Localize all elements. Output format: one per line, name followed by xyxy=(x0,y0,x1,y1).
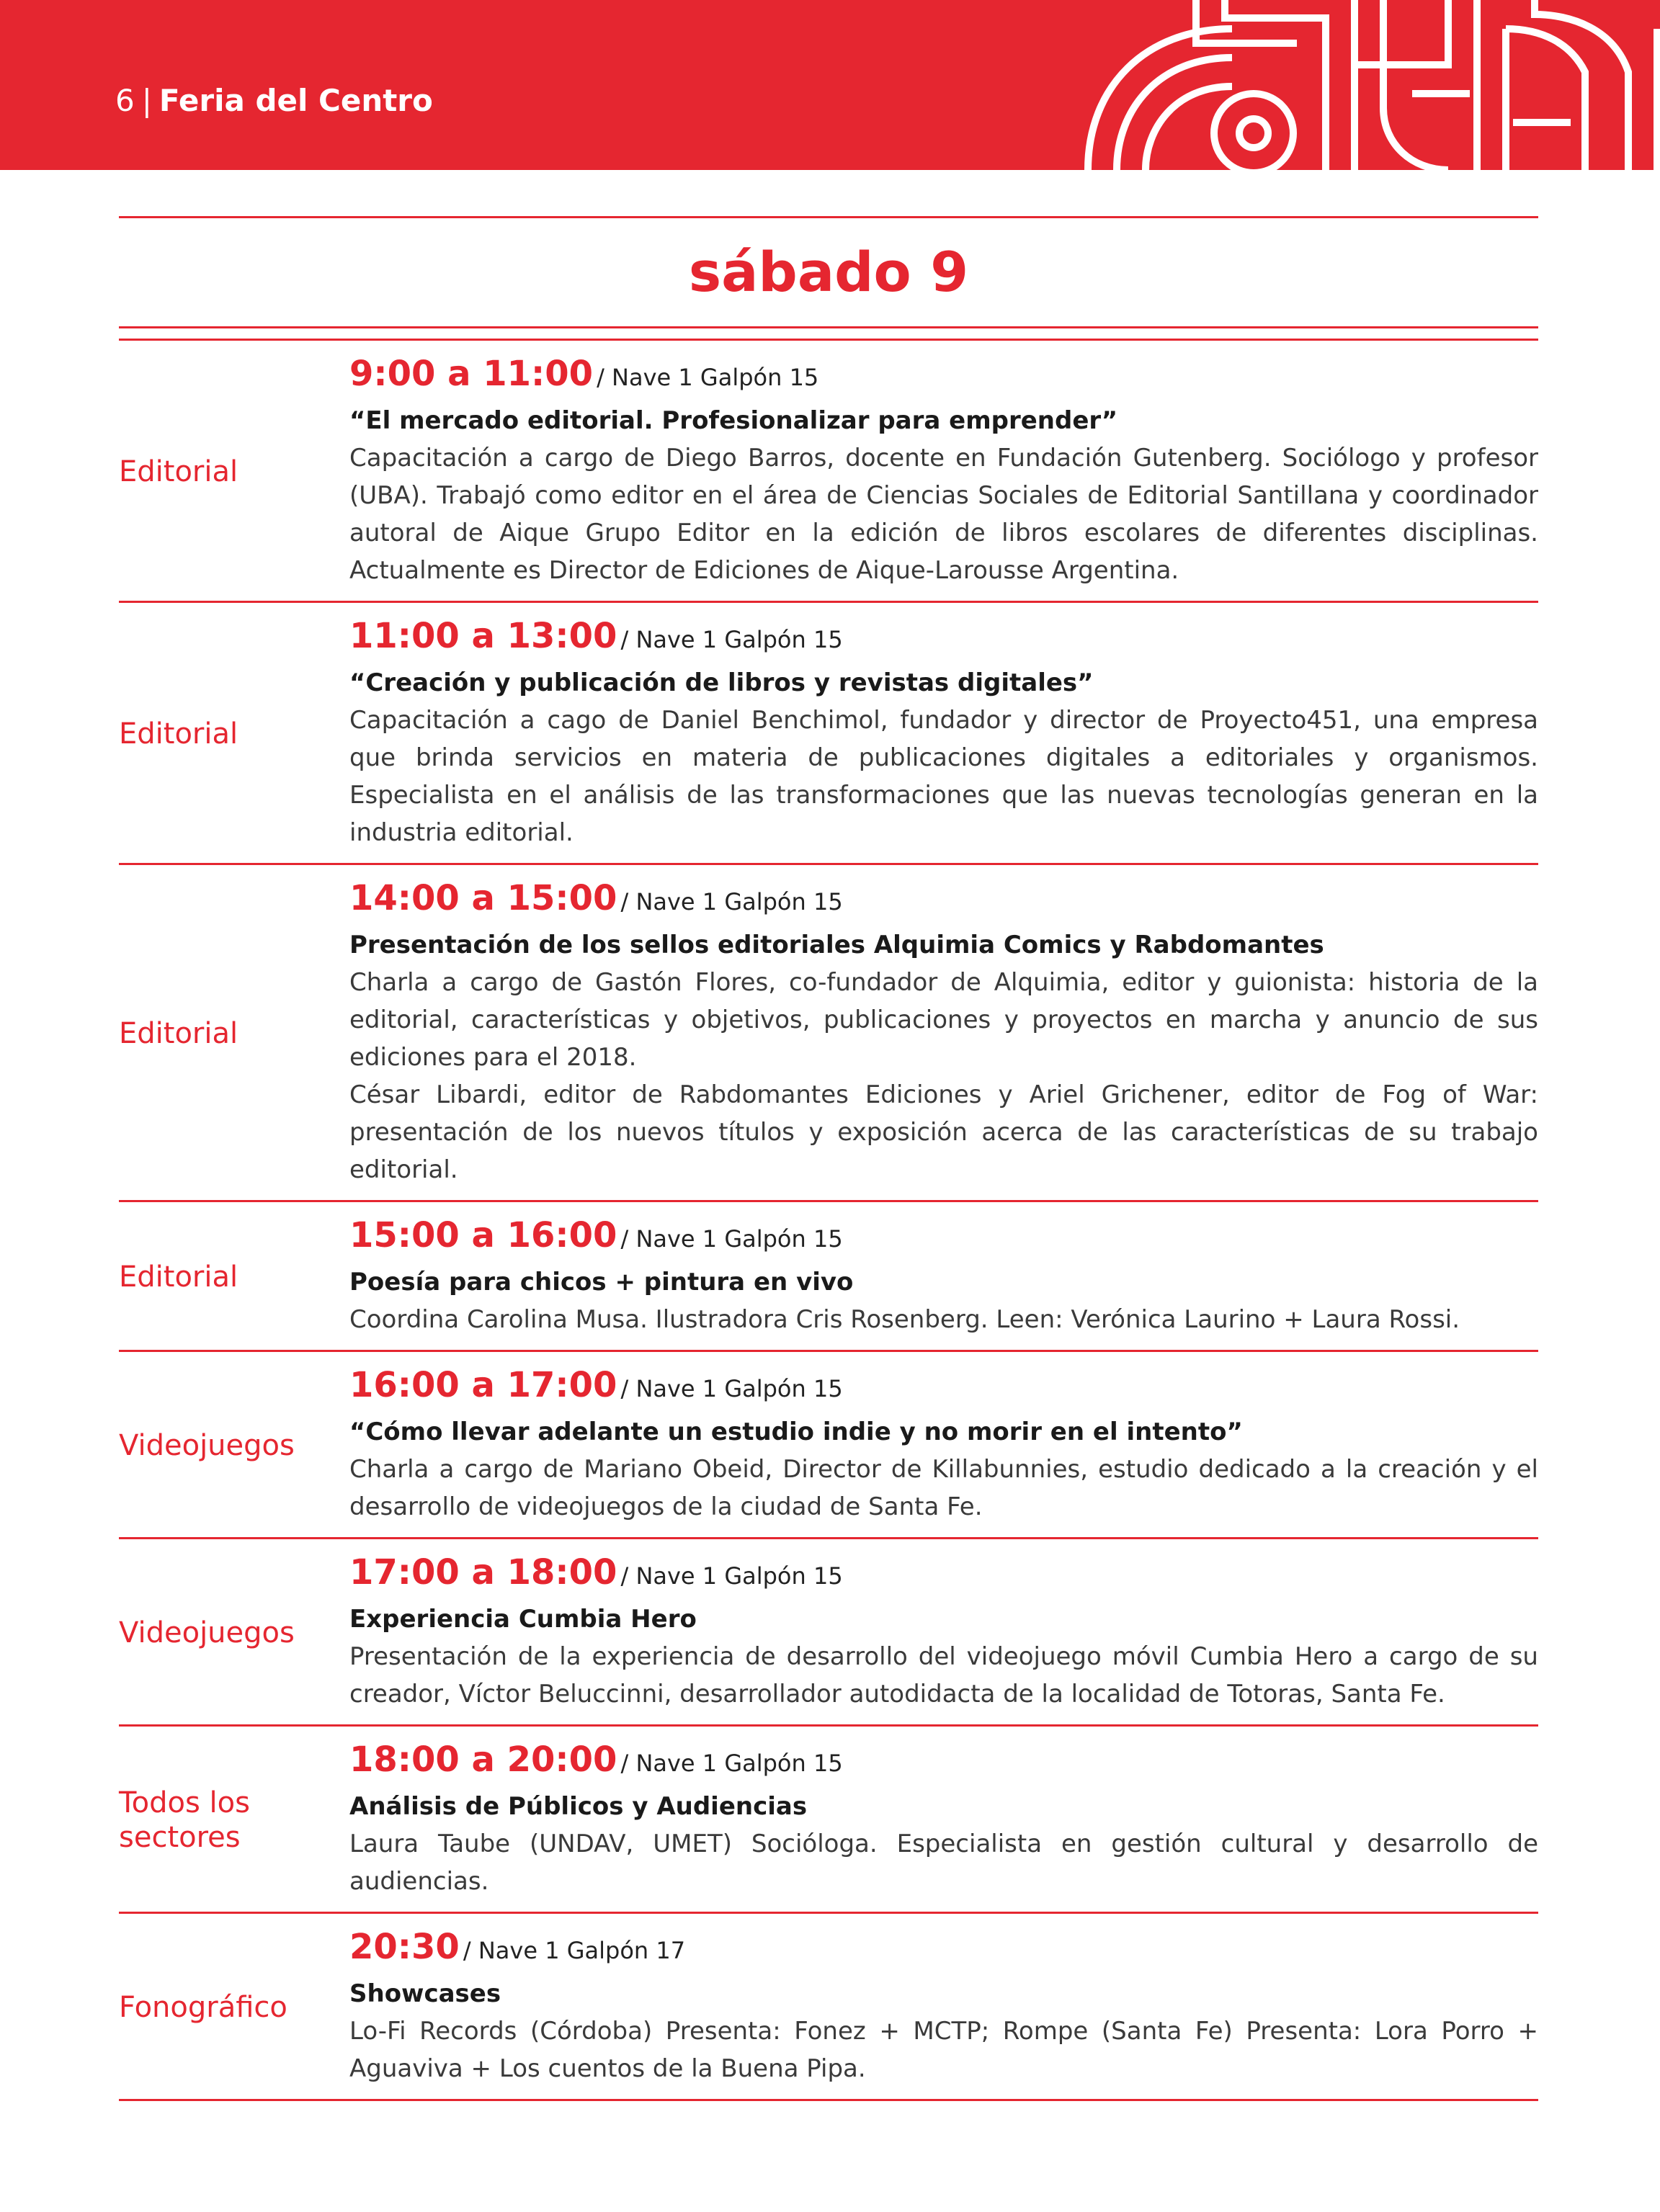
event-category: Editorial xyxy=(119,717,238,751)
event-time: 16:00 a 17:00 xyxy=(349,1365,617,1405)
event-title: “Cómo llevar adelante un estudio indie y no morir en el intento” xyxy=(349,1418,1243,1446)
event-category: Editorial xyxy=(119,455,238,488)
event-description xyxy=(349,2012,1538,2087)
event-description xyxy=(349,1301,1538,1338)
event-category: Videojuegos xyxy=(119,1616,295,1649)
event-content xyxy=(349,616,1538,851)
event-time: 17:00 a 18:00 xyxy=(349,1552,617,1593)
event-venue: / Nave 1 Galpón 15 xyxy=(620,888,843,915)
event-title: “El mercado editorial. Profesionalizar para emprender” xyxy=(349,406,1118,435)
event-category: Fonográfico xyxy=(119,1990,287,2024)
event-venue: / Nave 1 Galpón 15 xyxy=(620,626,843,653)
event-paragraph: Presentación de la experiencia de desarrollo del videojuego móvil Cumbia Hero a cargo de su creador, Víctor Beluccinni, desarrollador autodidacta de la localidad de Totoras, Santa Fe. xyxy=(349,1642,1538,1709)
event-time-line xyxy=(349,878,1538,926)
header-text xyxy=(115,79,433,122)
day-title: sábado 9 xyxy=(688,240,969,304)
event-paragraph: Laura Taube (UNDAV, UMET) Socióloga. Especialista en gestión cultural y desarrollo de audiencias. xyxy=(349,1830,1538,1896)
event-title: Showcases xyxy=(349,1979,501,2008)
event-paragraph: Charla a cargo de Mariano Obeid, Director de Killabunnies, estudio dedicado a la creación y el desarrollo de videojuegos de la ciudad de Santa Fe. xyxy=(349,1455,1538,1521)
event-time-line xyxy=(349,1552,1538,1600)
event-venue: / Nave 1 Galpón 17 xyxy=(463,1937,686,1964)
event-time-line xyxy=(349,354,1538,402)
event-description xyxy=(349,1451,1538,1526)
event-time-line xyxy=(349,1365,1538,1413)
event-category: Videojuegos xyxy=(119,1428,295,1462)
event-row xyxy=(119,865,1538,1202)
event-row xyxy=(119,1727,1538,1914)
event-row xyxy=(119,1202,1538,1352)
event-venue: / Nave 1 Galpón 15 xyxy=(620,1225,843,1253)
event-paragraph: Coordina Carolina Musa. Ilustradora Cris Rosenberg. Leen: Verónica Laurino + Laura Rossi. xyxy=(349,1305,1460,1334)
page-number: 6 xyxy=(115,83,135,118)
event-list xyxy=(119,341,1538,2101)
page-header xyxy=(0,0,1660,170)
event-title: “Creación y publicación de libros y revistas digitales” xyxy=(349,668,1094,697)
event-paragraph: Capacitación a cargo de Diego Barros, docente en Fundación Gutenberg. Sociólogo y profesor (UBA). Trabajó como editor en el área de Ciencias Sociales de Editorial Santillana y coordinador autoral de Aique Grupo Editor en la edición de libros escolares de diferentes disciplinas. Actualmente es Director de Ediciones de Aique-Larousse Argentina. xyxy=(349,444,1538,585)
event-content xyxy=(349,1927,1538,2087)
header-title: Feria del Centro xyxy=(159,83,433,118)
event-content xyxy=(349,354,1538,589)
event-content xyxy=(349,1215,1538,1338)
event-time-line xyxy=(349,1215,1538,1263)
event-title: Poesía para chicos + pintura en vivo xyxy=(349,1268,854,1297)
event-row xyxy=(119,1539,1538,1727)
event-description xyxy=(349,439,1538,589)
event-time-line xyxy=(349,616,1538,664)
event-description xyxy=(349,964,1538,1188)
event-paragraph: César Libardi, editor de Rabdomantes Ediciones y Ariel Grichener, editor de Fog of War: presentación de los nuevos títulos y exposición acerca de las características de su trabajo editorial. xyxy=(349,1080,1538,1184)
event-content xyxy=(349,1365,1538,1526)
event-venue: / Nave 1 Galpón 15 xyxy=(620,1562,843,1590)
event-time: 11:00 a 13:00 xyxy=(349,616,617,656)
event-title: Presentación de los sellos editoriales Alquimia Comics y Rabdomantes xyxy=(349,931,1324,959)
event-row xyxy=(119,1914,1538,2101)
event-title: Análisis de Públicos y Audiencias xyxy=(349,1792,808,1821)
header-decoration-graphic xyxy=(1066,0,1660,170)
header-separator: | xyxy=(141,83,152,118)
title-double-rule xyxy=(119,326,1538,341)
event-row xyxy=(119,1352,1538,1539)
event-time: 20:30 xyxy=(349,1927,460,1967)
event-row xyxy=(119,341,1538,603)
event-time: 14:00 a 15:00 xyxy=(349,878,617,918)
event-description xyxy=(349,1638,1538,1713)
event-venue: / Nave 1 Galpón 15 xyxy=(620,1375,843,1402)
event-content xyxy=(349,1552,1538,1713)
event-venue: / Nave 1 Galpón 15 xyxy=(597,364,819,391)
event-content xyxy=(349,1739,1538,1900)
event-time-line xyxy=(349,1927,1538,1975)
event-category: Editorial xyxy=(119,1016,238,1050)
event-time-line xyxy=(349,1739,1538,1788)
event-description xyxy=(349,702,1538,851)
event-paragraph: Lo-Fi Records (Córdoba) Presenta: Fonez + MCTP; Rompe (Santa Fe) Presenta: Lora Porro + Aguaviva + Los cuentos de la Buena Pipa. xyxy=(349,2017,1538,2083)
event-title: Experiencia Cumbia Hero xyxy=(349,1605,697,1634)
event-time: 18:00 a 20:00 xyxy=(349,1739,617,1780)
event-venue: / Nave 1 Galpón 15 xyxy=(620,1750,843,1777)
event-time: 15:00 a 16:00 xyxy=(349,1215,617,1255)
schedule-page xyxy=(119,216,1538,2101)
event-category: Editorial xyxy=(119,1260,238,1294)
event-row xyxy=(119,603,1538,865)
event-paragraph: Capacitación a cago de Daniel Benchimol, fundador y director de Proyecto451, una empresa que brinda servicios en materia de publicaciones digitales a editoriales y organismos. Especialista en el análisis de las transformaciones que las nuevas tecnologías generan en la industria editorial. xyxy=(349,706,1538,847)
event-description xyxy=(349,1825,1538,1900)
event-content xyxy=(349,878,1538,1188)
event-time: 9:00 a 11:00 xyxy=(349,354,593,394)
event-category: Todos los sectores xyxy=(119,1786,250,1854)
event-paragraph: Charla a cargo de Gastón Flores, co-fundador de Alquimia, editor y guionista: historia de la editorial, características y objetivos, publicaciones y proyectos en marcha y anuncio de sus ediciones para el 2018. xyxy=(349,968,1538,1072)
